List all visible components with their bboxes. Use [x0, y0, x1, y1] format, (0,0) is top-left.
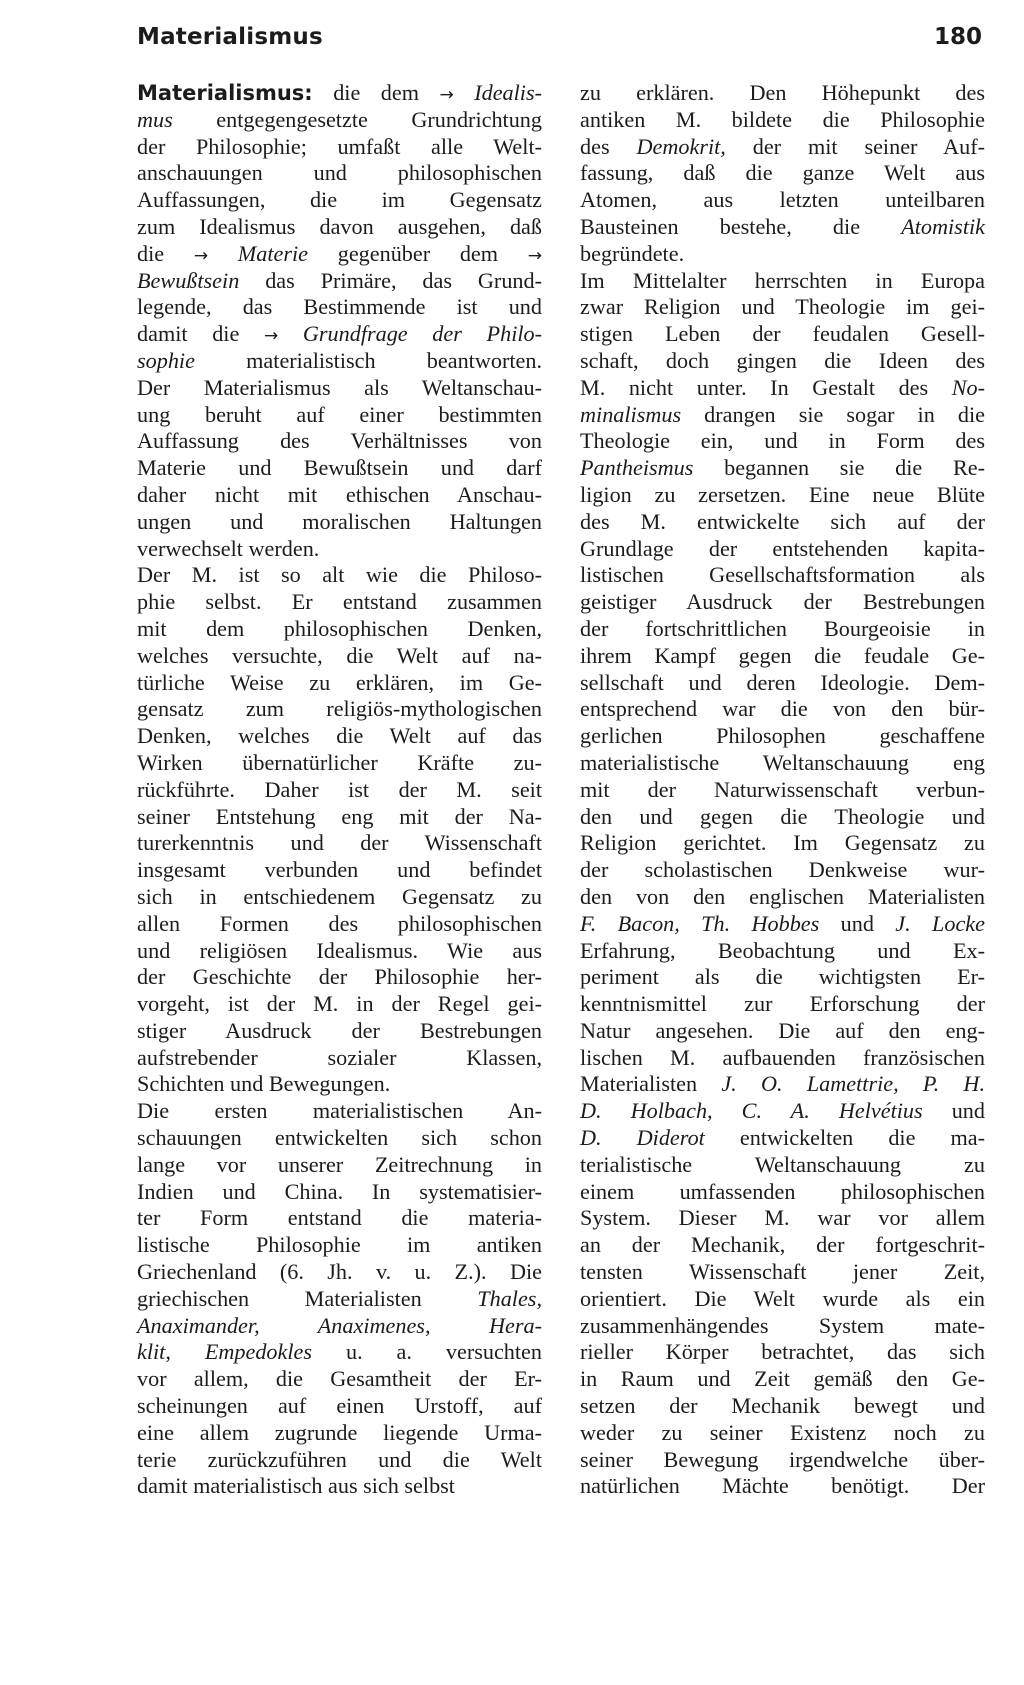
text-run: terie zurückzuführen und die Welt — [137, 1446, 542, 1472]
right-column-line — [580, 428, 985, 455]
text-run: fassung, daß die ganze Welt aus — [580, 160, 985, 186]
left-column-line — [137, 107, 542, 134]
left-column-line — [137, 589, 542, 616]
text-run: seiner Entstehung eng mit der Na- — [137, 803, 542, 829]
text-run: der scholastischen Denkweise wur- — [580, 857, 985, 883]
right-column-line — [580, 964, 985, 991]
text-run: Auffassungen, die im Gegensatz — [137, 187, 542, 213]
text-run: lischen M. aufbauenden französischen — [580, 1044, 985, 1070]
text-run: drangen sie sogar in die — [681, 401, 985, 427]
right-column-line — [580, 1447, 985, 1474]
text-run: Denken, welches die Welt auf das — [137, 723, 542, 749]
right-column-line — [580, 643, 985, 670]
right-column-line — [580, 1339, 985, 1366]
left-column-line — [137, 964, 542, 991]
right-column-line — [580, 509, 985, 536]
left-column-line — [137, 160, 542, 187]
left-column-line — [137, 1447, 542, 1474]
right-column-line — [580, 1205, 985, 1232]
cross-reference-term: F. Bacon, Th. Hobbes — [580, 910, 820, 936]
left-column-line — [137, 1018, 542, 1045]
right-column-line — [580, 1152, 985, 1179]
text-run: scheinungen auf einen Urstoff, auf — [137, 1393, 542, 1419]
right-column-line — [580, 348, 985, 375]
text-run: die — [137, 240, 194, 266]
text-run: kenntnismittel zur Erforschung der — [580, 991, 985, 1017]
right-column-line — [580, 1286, 985, 1313]
cross-reference-term: Grundfrage der Philo- — [278, 321, 543, 347]
text-run: setzen der Mechanik bewegt und — [580, 1393, 985, 1419]
entry-keyword: Materialismus: — [137, 81, 313, 105]
right-column-line — [580, 1259, 985, 1286]
left-column-line — [137, 616, 542, 643]
text-run: damit die — [137, 321, 264, 347]
text-run: Materie und Bewußtsein und darf — [137, 455, 542, 481]
right-column-line — [580, 80, 985, 107]
running-head — [137, 24, 982, 64]
text-run: vor allem, die Gesamtheit der Er- — [137, 1366, 542, 1392]
left-column-line — [137, 482, 542, 509]
left-column-line — [137, 80, 542, 107]
left-column-line — [137, 804, 542, 831]
cross-reference-term: No- — [951, 374, 985, 400]
text-run: eine allem zugrunde liegende Urma- — [137, 1419, 542, 1445]
left-column-line — [137, 214, 542, 241]
left-column-line — [137, 1393, 542, 1420]
text-run: griechischen Materialisten — [137, 1285, 478, 1311]
text-run: der fortschrittlichen Bourgeoisie in — [580, 615, 985, 641]
text-run: türliche Weise zu erklären, im Ge- — [137, 669, 542, 695]
text-run: orientiert. Die Welt wurde als ein — [580, 1285, 985, 1311]
text-run: die dem — [312, 80, 440, 105]
text-run: begründete. — [580, 240, 685, 266]
text-run: Atomen, aus letzten unteilbaren — [580, 187, 985, 213]
left-column-line — [137, 1205, 542, 1232]
text-run: stiger Ausdruck der Bestrebungen — [137, 1017, 542, 1043]
right-column-line — [580, 1179, 985, 1206]
right-column-line — [580, 187, 985, 214]
text-run: System. Dieser M. war vor allem — [580, 1205, 985, 1231]
right-column-line — [580, 830, 985, 857]
text-run: sellschaft und deren Ideologie. Dem- — [580, 669, 985, 695]
left-column-line — [137, 643, 542, 670]
left-column-line — [137, 402, 542, 429]
right-column-line — [580, 321, 985, 348]
text-run: daher nicht mit ethischen Anschau- — [137, 481, 542, 507]
left-column-line — [137, 375, 542, 402]
text-run: zusammenhängendes System mate- — [580, 1312, 985, 1338]
left-column-line — [137, 1259, 542, 1286]
right-column-line — [580, 616, 985, 643]
cross-reference-term: Pantheismus — [580, 455, 694, 481]
left-column-line — [137, 991, 542, 1018]
left-column-line — [137, 562, 542, 589]
text-run: ligion zu zersetzen. Eine neue Blüte — [580, 481, 985, 507]
text-run: vorgeht, ist der M. in der Regel gei- — [137, 991, 542, 1017]
right-column-line — [580, 562, 985, 589]
page-number: 180 — [933, 24, 982, 50]
right-column-line — [580, 107, 985, 134]
text-run: phie selbst. Er entstand zusammen — [137, 589, 542, 615]
left-column-line — [137, 696, 542, 723]
text-run: gensatz zum religiös-mythologischen — [137, 696, 542, 722]
text-run: in Raum und Zeit gemäß den Ge- — [580, 1366, 985, 1392]
text-run: M. nicht unter. In Gestalt des — [580, 374, 952, 400]
text-run: Der Materialismus als Weltanschau- — [137, 374, 542, 400]
text-run: und religiösen Idealismus. Wie aus — [137, 937, 542, 963]
text-run: Die ersten materialistischen An- — [137, 1098, 542, 1124]
right-column-line — [580, 482, 985, 509]
cross-reference-term: Atomistik — [901, 213, 985, 239]
text-run: verwechselt werden. — [137, 535, 320, 561]
right-column-line — [580, 1473, 985, 1500]
cross-reference-arrow-icon: → — [527, 245, 542, 266]
text-run: weder zu seiner Existenz noch zu — [580, 1419, 985, 1445]
text-run: einem umfassenden philosophischen — [580, 1178, 985, 1204]
text-run: natürlichen Mächte benötigt. Der — [580, 1473, 985, 1499]
left-column-line — [137, 455, 542, 482]
text-run: insgesamt verbunden und befindet — [137, 857, 542, 883]
right-column-line — [580, 241, 985, 268]
text-run: des — [580, 133, 637, 159]
cross-reference-term: D. Diderot — [580, 1125, 705, 1151]
left-text-column — [137, 80, 542, 1500]
text-run: entsprechend war die von den bür- — [580, 696, 985, 722]
text-run: Auffassung des Verhältnisses von — [137, 428, 542, 454]
text-run: begannen sie die Re- — [693, 455, 985, 481]
text-run: seiner Bewegung irgendwelche über- — [580, 1446, 985, 1472]
left-column-line — [137, 241, 542, 268]
right-column-line — [580, 160, 985, 187]
text-run: Natur angesehen. Die auf den eng- — [580, 1017, 985, 1043]
text-run: lange vor unserer Zeitrechnung in — [137, 1151, 542, 1177]
text-run: rückführte. Daher ist der M. seit — [137, 776, 542, 802]
cross-reference-term: Materie — [208, 240, 309, 266]
left-column-line — [137, 428, 542, 455]
text-run: damit materialistisch aus sich selbst — [137, 1473, 455, 1499]
right-column-line — [580, 777, 985, 804]
text-run: materialistisch beantworten. — [194, 347, 542, 373]
text-run: periment als die wichtigsten Er- — [580, 964, 985, 990]
text-run: Religion gerichtet. Im Gegensatz zu — [580, 830, 985, 856]
left-column-line — [137, 1286, 542, 1313]
text-run: antiken M. bildete die Philosophie — [580, 106, 985, 132]
cross-reference-term: mus — [137, 106, 173, 132]
cross-reference-arrow-icon: → — [439, 85, 454, 105]
left-column-line — [137, 134, 542, 161]
text-run: den und gegen die Theologie und — [580, 803, 985, 829]
text-run: das Primäre, das Grund- — [239, 267, 542, 293]
text-run: mit dem philosophischen Denken, — [137, 615, 542, 641]
cross-reference-term: klit, Empedokles — [137, 1339, 313, 1365]
left-column-line — [137, 294, 542, 321]
left-column-line — [137, 1313, 542, 1340]
text-run: Grundlage der entstehenden kapita- — [580, 535, 985, 561]
text-run: gegenüber dem — [308, 240, 528, 266]
text-run: anschauungen und philosophischen — [137, 160, 542, 186]
text-run: und — [922, 1098, 985, 1124]
text-run: welches versuchte, die Welt auf na- — [137, 642, 542, 668]
left-column-line — [137, 187, 542, 214]
text-run: geistiger Ausdruck der Bestrebungen — [580, 589, 985, 615]
cross-reference-term: D. Holbach, C. A. Helvétius — [580, 1098, 923, 1124]
right-column-line — [580, 938, 985, 965]
text-run: ungen und moralischen Haltungen — [137, 508, 542, 534]
text-run: Griechenland (6. Jh. v. u. Z.). Die — [137, 1259, 542, 1285]
text-run: den von den englischen Materialisten — [580, 883, 985, 909]
text-run: gerlichen Philosophen geschaffene — [580, 723, 985, 749]
text-run: der Geschichte der Philosophie her- — [137, 964, 542, 990]
left-column-line — [137, 1125, 542, 1152]
text-run: allen Formen des philosophischen — [137, 910, 542, 936]
left-column-line — [137, 830, 542, 857]
text-run: schaft, doch gingen die Ideen des — [580, 347, 985, 373]
text-run: turerkenntnis und der Wissenschaft — [137, 830, 542, 856]
text-run: der Philosophie; umfaßt alle Welt- — [137, 133, 542, 159]
text-run: ter Form entstand die materia- — [137, 1205, 542, 1231]
left-column-line — [137, 1232, 542, 1259]
text-run: zu erklären. Den Höhepunkt des — [580, 80, 985, 105]
text-run: aufstrebender sozialer Klassen, — [137, 1044, 542, 1070]
right-column-line — [580, 991, 985, 1018]
left-column-line — [137, 777, 542, 804]
right-column-line — [580, 750, 985, 777]
right-column-line — [580, 1393, 985, 1420]
right-column-line — [580, 402, 985, 429]
left-column-line — [137, 1179, 542, 1206]
cross-reference-term: Idealis- — [453, 80, 542, 105]
right-column-line — [580, 723, 985, 750]
text-run: listische Philosophie im antiken — [137, 1232, 542, 1258]
right-column-line — [580, 1313, 985, 1340]
right-column-line — [580, 1420, 985, 1447]
text-run: Bausteinen bestehe, die — [580, 213, 902, 239]
right-column-line — [580, 1232, 985, 1259]
right-column-line — [580, 455, 985, 482]
left-column-line — [137, 348, 542, 375]
text-run: Theologie ein, und in Form des — [580, 428, 985, 454]
right-column-line — [580, 536, 985, 563]
text-run: zwar Religion und Theologie im gei- — [580, 294, 985, 320]
text-run: Erfahrung, Beobachtung und Ex- — [580, 937, 985, 963]
left-column-line — [137, 938, 542, 965]
left-column-line — [137, 1339, 542, 1366]
left-column-line — [137, 268, 542, 295]
text-run: des M. entwickelte sich auf der — [580, 508, 985, 534]
text-run: Der M. ist so alt wie die Philoso- — [137, 562, 542, 588]
text-run: u. a. versuchten — [312, 1339, 542, 1365]
cross-reference-arrow-icon: → — [193, 245, 209, 266]
cross-reference-term: sophie — [137, 347, 195, 373]
left-column-line — [137, 509, 542, 536]
left-column-line — [137, 1152, 542, 1179]
right-column-line — [580, 268, 985, 295]
left-column-line — [137, 321, 542, 348]
text-run: terialistische Weltanschauung zu — [580, 1151, 985, 1177]
cross-reference-term: Anaximander, Anaximenes, Hera- — [137, 1312, 542, 1338]
text-run: rieller Körper betrachtet, das sich — [580, 1339, 985, 1365]
right-column-line — [580, 375, 985, 402]
left-column-line — [137, 857, 542, 884]
text-run: Im Mittelalter herrschten in Europa — [580, 267, 985, 293]
left-column-line — [137, 1420, 542, 1447]
page-header-title: Materialismus — [137, 24, 323, 50]
cross-reference-arrow-icon: → — [263, 326, 279, 347]
left-column-line — [137, 1071, 542, 1098]
text-run: mit der Naturwissenschaft verbun- — [580, 776, 985, 802]
text-run: schauungen entwickelten sich schon — [137, 1125, 542, 1151]
cross-reference-term: Bewußtsein — [137, 267, 240, 293]
text-run: ihrem Kampf gegen die feudale Ge- — [580, 642, 985, 668]
right-column-line — [580, 214, 985, 241]
left-column-line — [137, 1473, 542, 1500]
text-run: tensten Wissenschaft jener Zeit, — [580, 1259, 985, 1285]
cross-reference-term: J. O. Lamettrie, P. H. — [721, 1071, 985, 1097]
text-run: Indien und China. In systematisier- — [137, 1178, 542, 1204]
cross-reference-term: minalismus — [580, 401, 682, 427]
left-column-line — [137, 750, 542, 777]
right-column-line — [580, 1125, 985, 1152]
right-column-line — [580, 1366, 985, 1393]
right-column-line — [580, 294, 985, 321]
text-run: stigen Leben der feudalen Gesell- — [580, 321, 985, 347]
text-run: Schichten und Bewegungen. — [137, 1071, 391, 1097]
right-column-line — [580, 884, 985, 911]
text-run: listischen Gesellschaftsformation als — [580, 562, 985, 588]
text-run: zum Idealismus davon ausgehen, daß — [137, 213, 542, 239]
right-column-line — [580, 1071, 985, 1098]
cross-reference-term: Demokrit, — [636, 133, 726, 159]
text-run: Materialisten — [580, 1071, 722, 1097]
text-run: an der Mechanik, der fortgeschrit- — [580, 1232, 985, 1258]
cross-reference-term: J. Locke — [895, 910, 986, 936]
text-run: entwickelten die ma- — [704, 1125, 985, 1151]
text-run: Wirken übernatürlicher Kräfte zu- — [137, 749, 542, 775]
text-run: materialistische Weltanschauung eng — [580, 749, 985, 775]
text-run: sich in entschiedenem Gegensatz zu — [137, 883, 542, 909]
right-column-line — [580, 134, 985, 161]
text-run: der mit seiner Auf- — [725, 133, 985, 159]
right-column-line — [580, 1018, 985, 1045]
left-column-line — [137, 1098, 542, 1125]
right-column-line — [580, 1098, 985, 1125]
text-run: entgegengesetzte Grundrichtung — [172, 106, 542, 132]
right-text-column — [580, 80, 985, 1500]
cross-reference-term: Thales, — [477, 1285, 542, 1311]
left-column-line — [137, 1366, 542, 1393]
right-column-line — [580, 804, 985, 831]
text-run: ung beruht auf einer bestimmten — [137, 401, 542, 427]
right-column-line — [580, 857, 985, 884]
left-column-line — [137, 884, 542, 911]
right-column-line — [580, 670, 985, 697]
left-column-line — [137, 670, 542, 697]
text-run: legende, das Bestimmende ist und — [137, 294, 542, 320]
right-column-line — [580, 696, 985, 723]
left-column-line — [137, 911, 542, 938]
right-column-line — [580, 1045, 985, 1072]
text-run: und — [819, 910, 896, 936]
left-column-line — [137, 1045, 542, 1072]
left-column-line — [137, 536, 542, 563]
left-column-line — [137, 723, 542, 750]
right-column-line — [580, 589, 985, 616]
right-column-line — [580, 911, 985, 938]
